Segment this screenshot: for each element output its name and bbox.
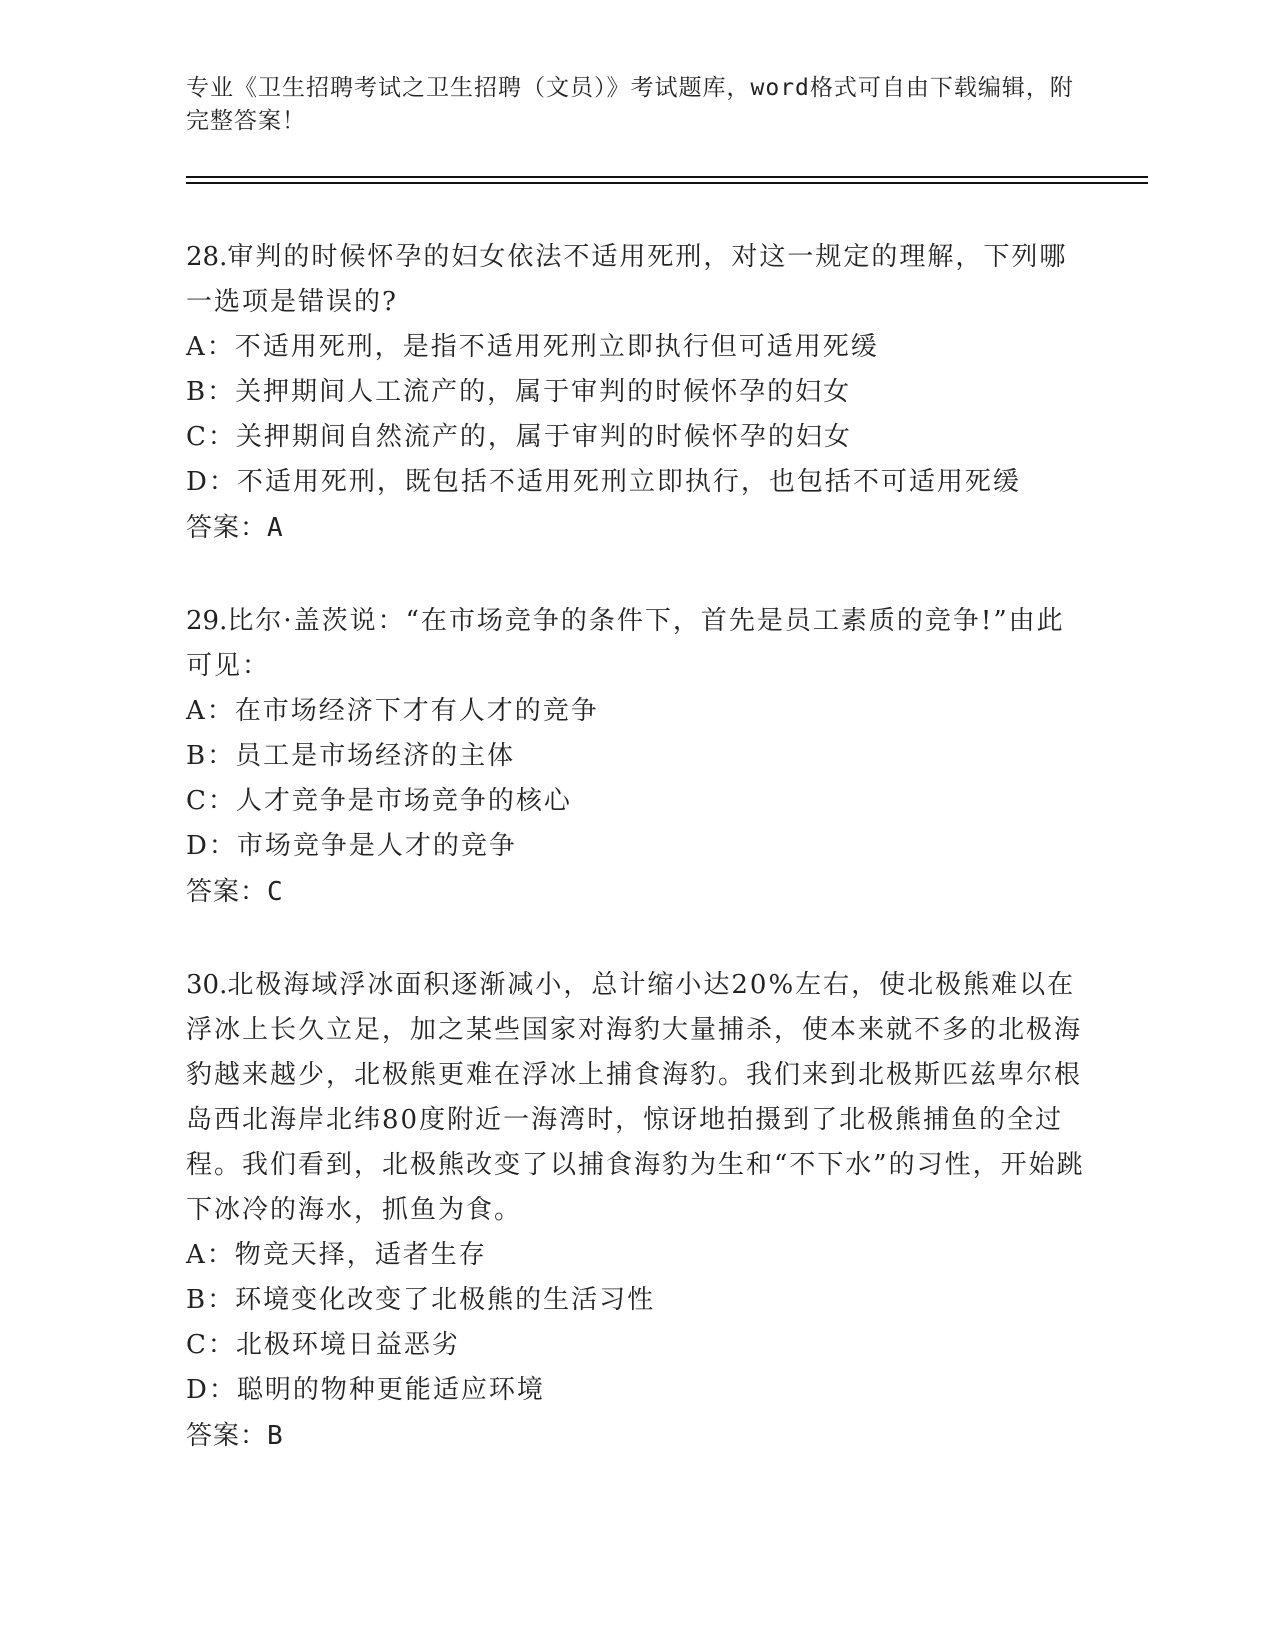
question-stem (186, 963, 1086, 1233)
header-divider-top (186, 176, 1148, 178)
answer-label: 答案： (186, 1421, 268, 1451)
answer-value: A (267, 513, 284, 543)
answer-line (186, 869, 1086, 915)
question-30 (186, 963, 1086, 1459)
question-28 (186, 235, 1086, 551)
question-stem (186, 599, 1086, 689)
question-stem (186, 235, 1086, 325)
question-number: 28. (186, 242, 228, 272)
question-number: 30. (186, 970, 228, 1000)
question-text: 审判的时候怀孕的妇女依法不适用死刑，对这一规定的理解，下列哪一选项是错误的? (186, 242, 1068, 317)
answer-label: 答案： (186, 877, 268, 907)
option-a: A：不适用死刑，是指不适用死刑立即执行但可适用死缓 (186, 332, 879, 362)
option-b: B：员工是市场经济的主体 (186, 741, 516, 771)
option-d: D：不适用死刑，既包括不适用死刑立即执行，也包括不可适用死缓 (186, 467, 1021, 497)
question-29 (186, 599, 1086, 915)
question-number: 29. (186, 606, 228, 636)
question-text: 比尔·盖茨说：“在市场竞争的条件下，首先是员工素质的竞争!”由此可见： (186, 606, 1065, 681)
option-d: D：聪明的物种更能适应环境 (186, 1375, 545, 1405)
header-divider-bottom (186, 182, 1148, 184)
document-header: 专业《卫生招聘考试之卫生招聘（文员）》考试题库，word格式可自由下载编辑，附完整答案！ (186, 75, 1074, 134)
option-b: B：关押期间人工流产的，属于审判的时候怀孕的妇女 (186, 377, 852, 407)
question-list (186, 235, 1086, 1507)
answer-line (186, 505, 1086, 551)
question-text: 北极海域浮冰面积逐渐减小，总计缩小达20%左右，使北极熊难以在浮冰上长久立足，加之某些国家对海豹大量捕杀，使本来就不多的北极海豹越来越少，北极熊更难在浮冰上捕食海豹。我们来到北极斯匹兹卑尔根岛西北海岸北纬80度附近一海湾时，惊讶地拍摄到了北极熊捕鱼的全过程。我们看到，北极熊改变了以捕食海豹为生和“不下水”的习性，开始跳下冰冷的海水，抓鱼为食。 (186, 970, 1085, 1225)
option-c: C：人才竞争是市场竞争的核心 (186, 786, 572, 816)
option-a: A：在市场经济下才有人才的竞争 (186, 696, 599, 726)
answer-line (186, 1413, 1086, 1459)
option-d: D：市场竞争是人才的竞争 (186, 831, 517, 861)
answer-label: 答案： (186, 513, 268, 543)
answer-value: B (267, 1421, 284, 1451)
option-c: C：关押期间自然流产的，属于审判的时候怀孕的妇女 (186, 422, 852, 452)
option-a: A：物竞天择，适者生存 (186, 1240, 487, 1270)
option-c: C：北极环境日益恶劣 (186, 1330, 460, 1360)
option-b: B：环境变化改变了北极熊的生活习性 (186, 1285, 656, 1315)
answer-value: C (267, 877, 284, 907)
